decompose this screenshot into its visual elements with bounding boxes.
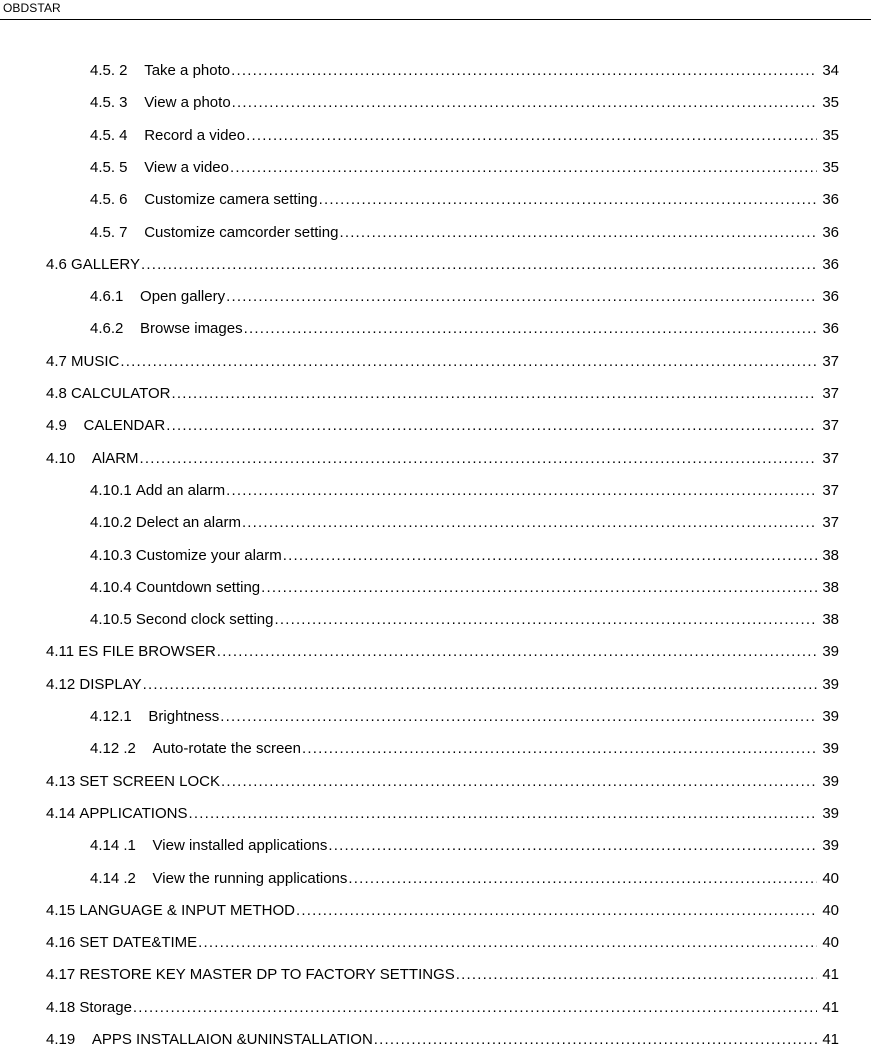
toc-dot-leader [220,705,817,729]
toc-entry-number: 4.8 [46,385,67,402]
toc-entry-page-number: 35 [822,158,839,176]
toc-entry[interactable] [90,91,839,115]
toc-entry-title: APPLICATIONS [79,804,188,822]
toc-entry-title: Customize camera setting [144,191,318,209]
toc-dot-leader [217,640,817,664]
toc-entry[interactable] [46,414,839,438]
toc-dot-leader [348,867,817,891]
toc-dot-leader [244,317,817,341]
toc-entry-page-number: 36 [822,191,839,209]
toc-dot-leader [242,511,817,535]
toc-entry[interactable] [90,511,839,535]
toc-dot-leader [188,802,817,826]
toc-entry-gap [128,124,145,148]
toc-dot-leader [261,576,817,600]
toc-entry-page-number: 41 [822,998,839,1016]
toc-entry-title: View a photo [144,94,231,112]
toc-entry[interactable] [90,737,839,761]
toc-entry-gap [136,867,153,891]
toc-entry[interactable] [90,608,839,632]
toc-entry-title: Brightness [148,708,220,725]
toc-entry[interactable] [90,317,839,341]
toc-dot-leader [166,414,817,438]
toc-entry-number: 4.10.4 [90,578,132,596]
toc-entry-title: Customize camcorder setting [144,223,339,241]
toc-entry-number: 4.12 [46,675,76,693]
toc-entry-title: APPS INSTALLAION &UNINSTALLATION [91,1031,373,1048]
toc-entry-number: 4.13 [46,772,76,790]
toc-entry[interactable] [90,544,839,568]
toc-entry[interactable] [46,382,839,406]
toc-entry-page-number: 36 [822,288,839,306]
toc-dot-leader [141,253,817,277]
toc-entry-gap [75,447,92,471]
toc-entry-page-number: 41 [822,966,839,984]
toc-entry-number: 4.10 [46,449,76,467]
toc-entry-page-number: 37 [822,514,839,532]
toc-entry-page-number: 39 [822,675,839,693]
page-header [0,0,871,20]
toc-entry-number: 4.16 [46,934,76,952]
toc-dot-leader [246,124,817,148]
toc-entry-gap [136,737,153,761]
toc-entry[interactable] [46,447,839,471]
toc-entry-title: Storage [79,998,132,1016]
toc-entry[interactable] [46,673,839,697]
toc-entry[interactable] [90,59,839,83]
toc-entry[interactable] [46,931,839,955]
toc-entry[interactable] [90,834,839,858]
toc-dot-leader [140,447,817,471]
toc-entry-page-number: 37 [822,449,839,467]
toc-entry-title: MUSIC [71,352,120,370]
toc-dot-leader [296,899,817,923]
toc-entry-title: Add an alarm [135,481,226,499]
toc-entry-number: 4.14 .2 [90,869,136,887]
toc-entry-number: 4.5. 5 [90,158,128,176]
toc-dot-leader [231,59,817,83]
toc-entry-page-number: 36 [822,255,839,273]
toc-dot-leader [230,156,817,180]
toc-entry-title: View installed applications [152,837,328,855]
toc-entry-page-number: 38 [822,546,839,564]
toc-entry-number: 4.5. 4 [90,126,128,144]
toc-entry[interactable] [90,156,839,180]
toc-dot-leader [456,963,817,987]
toc-entry-page-number: 34 [822,62,839,79]
toc-entry-gap [128,59,145,83]
toc-dot-leader [302,737,817,761]
toc-entry-title: SET SCREEN LOCK [79,772,220,790]
toc-entry-title: Record a video [144,126,246,144]
toc-entry-number: 4.14 .1 [90,837,136,855]
toc-dot-leader [198,931,817,955]
toc-entry-page-number: 37 [822,385,839,402]
toc-entry[interactable] [90,124,839,148]
toc-dot-leader [328,834,817,858]
toc-entry-page-number: 39 [822,772,839,790]
toc-entry-page-number: 35 [822,126,839,144]
toc-entry-title: CALENDAR [83,417,166,435]
toc-entry-number: 4.7 [46,352,67,370]
toc-entry-number: 4.18 [46,998,76,1016]
toc-entry-gap [132,705,149,729]
toc-entry-page-number: 39 [822,643,839,661]
toc-entry-number: 4.19 [46,1031,76,1048]
toc-entry-title: Browse images [140,320,243,338]
toc-entry-gap [67,414,84,438]
toc-entry-number: 4.5. 6 [90,191,128,209]
toc-entry-title: AlARM [91,449,139,467]
toc-entry-title: Open gallery [140,288,226,306]
toc-entry-title: SET DATE&TIME [79,934,198,952]
toc-entry-page-number: 40 [822,869,839,887]
toc-entry-page-number: 35 [822,94,839,112]
toc-entry[interactable] [46,253,839,277]
toc-entry-number: 4.6.2 [90,320,124,338]
toc-entry-title: View a video [144,158,229,176]
toc-entry-number: 4.15 [46,901,76,919]
toc-entry[interactable] [46,770,839,794]
toc-entry[interactable] [46,350,839,374]
toc-entry[interactable] [90,479,839,503]
toc-entry-page-number: 38 [822,611,839,629]
toc-dot-leader [374,1028,817,1052]
toc-entry-number: 4.17 [46,966,76,984]
toc-entry-title: DISPLAY [79,675,142,693]
toc-entry-gap [128,188,145,212]
toc-entry-page-number: 39 [822,837,839,855]
toc-entry-title: Take a photo [144,62,231,79]
toc-entry-page-number: 38 [822,578,839,596]
toc-entry-gap [128,156,145,180]
toc-dot-leader [172,382,817,406]
toc-dot-leader [120,350,817,374]
toc-entry[interactable] [90,576,839,600]
toc-entry-page-number: 36 [822,223,839,241]
header-title: OBDSTAR [3,1,61,15]
toc-entry[interactable] [46,899,839,923]
toc-entry[interactable] [46,802,839,826]
toc-entry-title: GALLERY [71,255,140,273]
toc-dot-leader [143,673,817,697]
toc-dot-leader [274,608,817,632]
toc-entry-page-number: 37 [822,352,839,370]
toc-entry-page-number: 39 [822,740,839,758]
toc-dot-leader [133,996,817,1020]
toc-dot-leader [319,188,817,212]
toc-entry[interactable] [90,285,839,309]
toc-entry[interactable] [46,963,839,987]
toc-dot-leader [226,285,817,309]
toc-entry[interactable] [46,996,839,1020]
toc-entry[interactable] [46,1028,839,1052]
toc-entry-number: 4.9 [46,417,67,435]
toc-entry-gap [136,834,153,858]
toc-entry-title: Customize your alarm [135,546,282,564]
toc-entry-number: 4.10.5 [90,611,132,629]
toc-entry-page-number: 41 [822,1031,839,1048]
toc-entry-title: View the running applications [152,869,348,887]
toc-entry-number: 4.11 [46,643,75,661]
toc-entry[interactable] [90,221,839,245]
toc-entry-page-number: 36 [822,320,839,338]
toc-entry-gap [123,285,140,309]
toc-dot-leader [232,91,817,115]
toc-entry-page-number: 39 [822,708,839,725]
toc-entry-number: 4.5. 3 [90,94,128,112]
toc-entry[interactable] [90,867,839,891]
toc-entry-page-number: 37 [822,481,839,499]
toc-entry-gap [128,221,145,245]
toc-entry-title: ES FILE BROWSER [78,643,216,661]
toc-entry-number: 4.12.1 [90,708,132,725]
toc-entry-title: Countdown setting [135,578,261,596]
toc-dot-leader [283,544,817,568]
toc-entry[interactable] [46,640,839,664]
toc-entry-number: 4.10.1 [90,481,132,499]
toc-entry-gap [75,1028,92,1052]
toc-entry[interactable] [90,705,839,729]
toc-entry-number: 4.6.1 [90,288,124,306]
toc-entry-page-number: 39 [822,804,839,822]
toc-entry-number: 4.14 [46,804,76,822]
toc-entry-page-number: 40 [822,901,839,919]
toc-dot-leader [221,770,817,794]
toc-entry-title: Delect an alarm [135,514,241,532]
toc-entry-title: CALCULATOR [71,385,171,402]
toc-entry-number: 4.6 [46,255,67,273]
toc-entry-title: Auto-rotate the screen [152,740,301,758]
toc-entry-title: LANGUAGE & INPUT METHOD [79,901,295,919]
toc-entry-page-number: 40 [822,934,839,952]
toc-entry-title: RESTORE KEY MASTER DP TO FACTORY SETTINGS [79,966,455,984]
toc-dot-leader [226,479,817,503]
toc-entry-number: 4.10.2 [90,514,132,532]
toc-entry-number: 4.10.3 [90,546,132,564]
toc-dot-leader [339,221,817,245]
toc-entry-gap [123,317,140,341]
toc-entry[interactable] [90,188,839,212]
toc-entry-title: Second clock setting [135,611,274,629]
toc-entry-number: 4.12 .2 [90,740,136,758]
toc-entry-number: 4.5. 2 [90,62,128,79]
toc-entry-number: 4.5. 7 [90,223,128,241]
toc-entry-page-number: 37 [822,417,839,435]
toc-entry-gap [128,91,145,115]
